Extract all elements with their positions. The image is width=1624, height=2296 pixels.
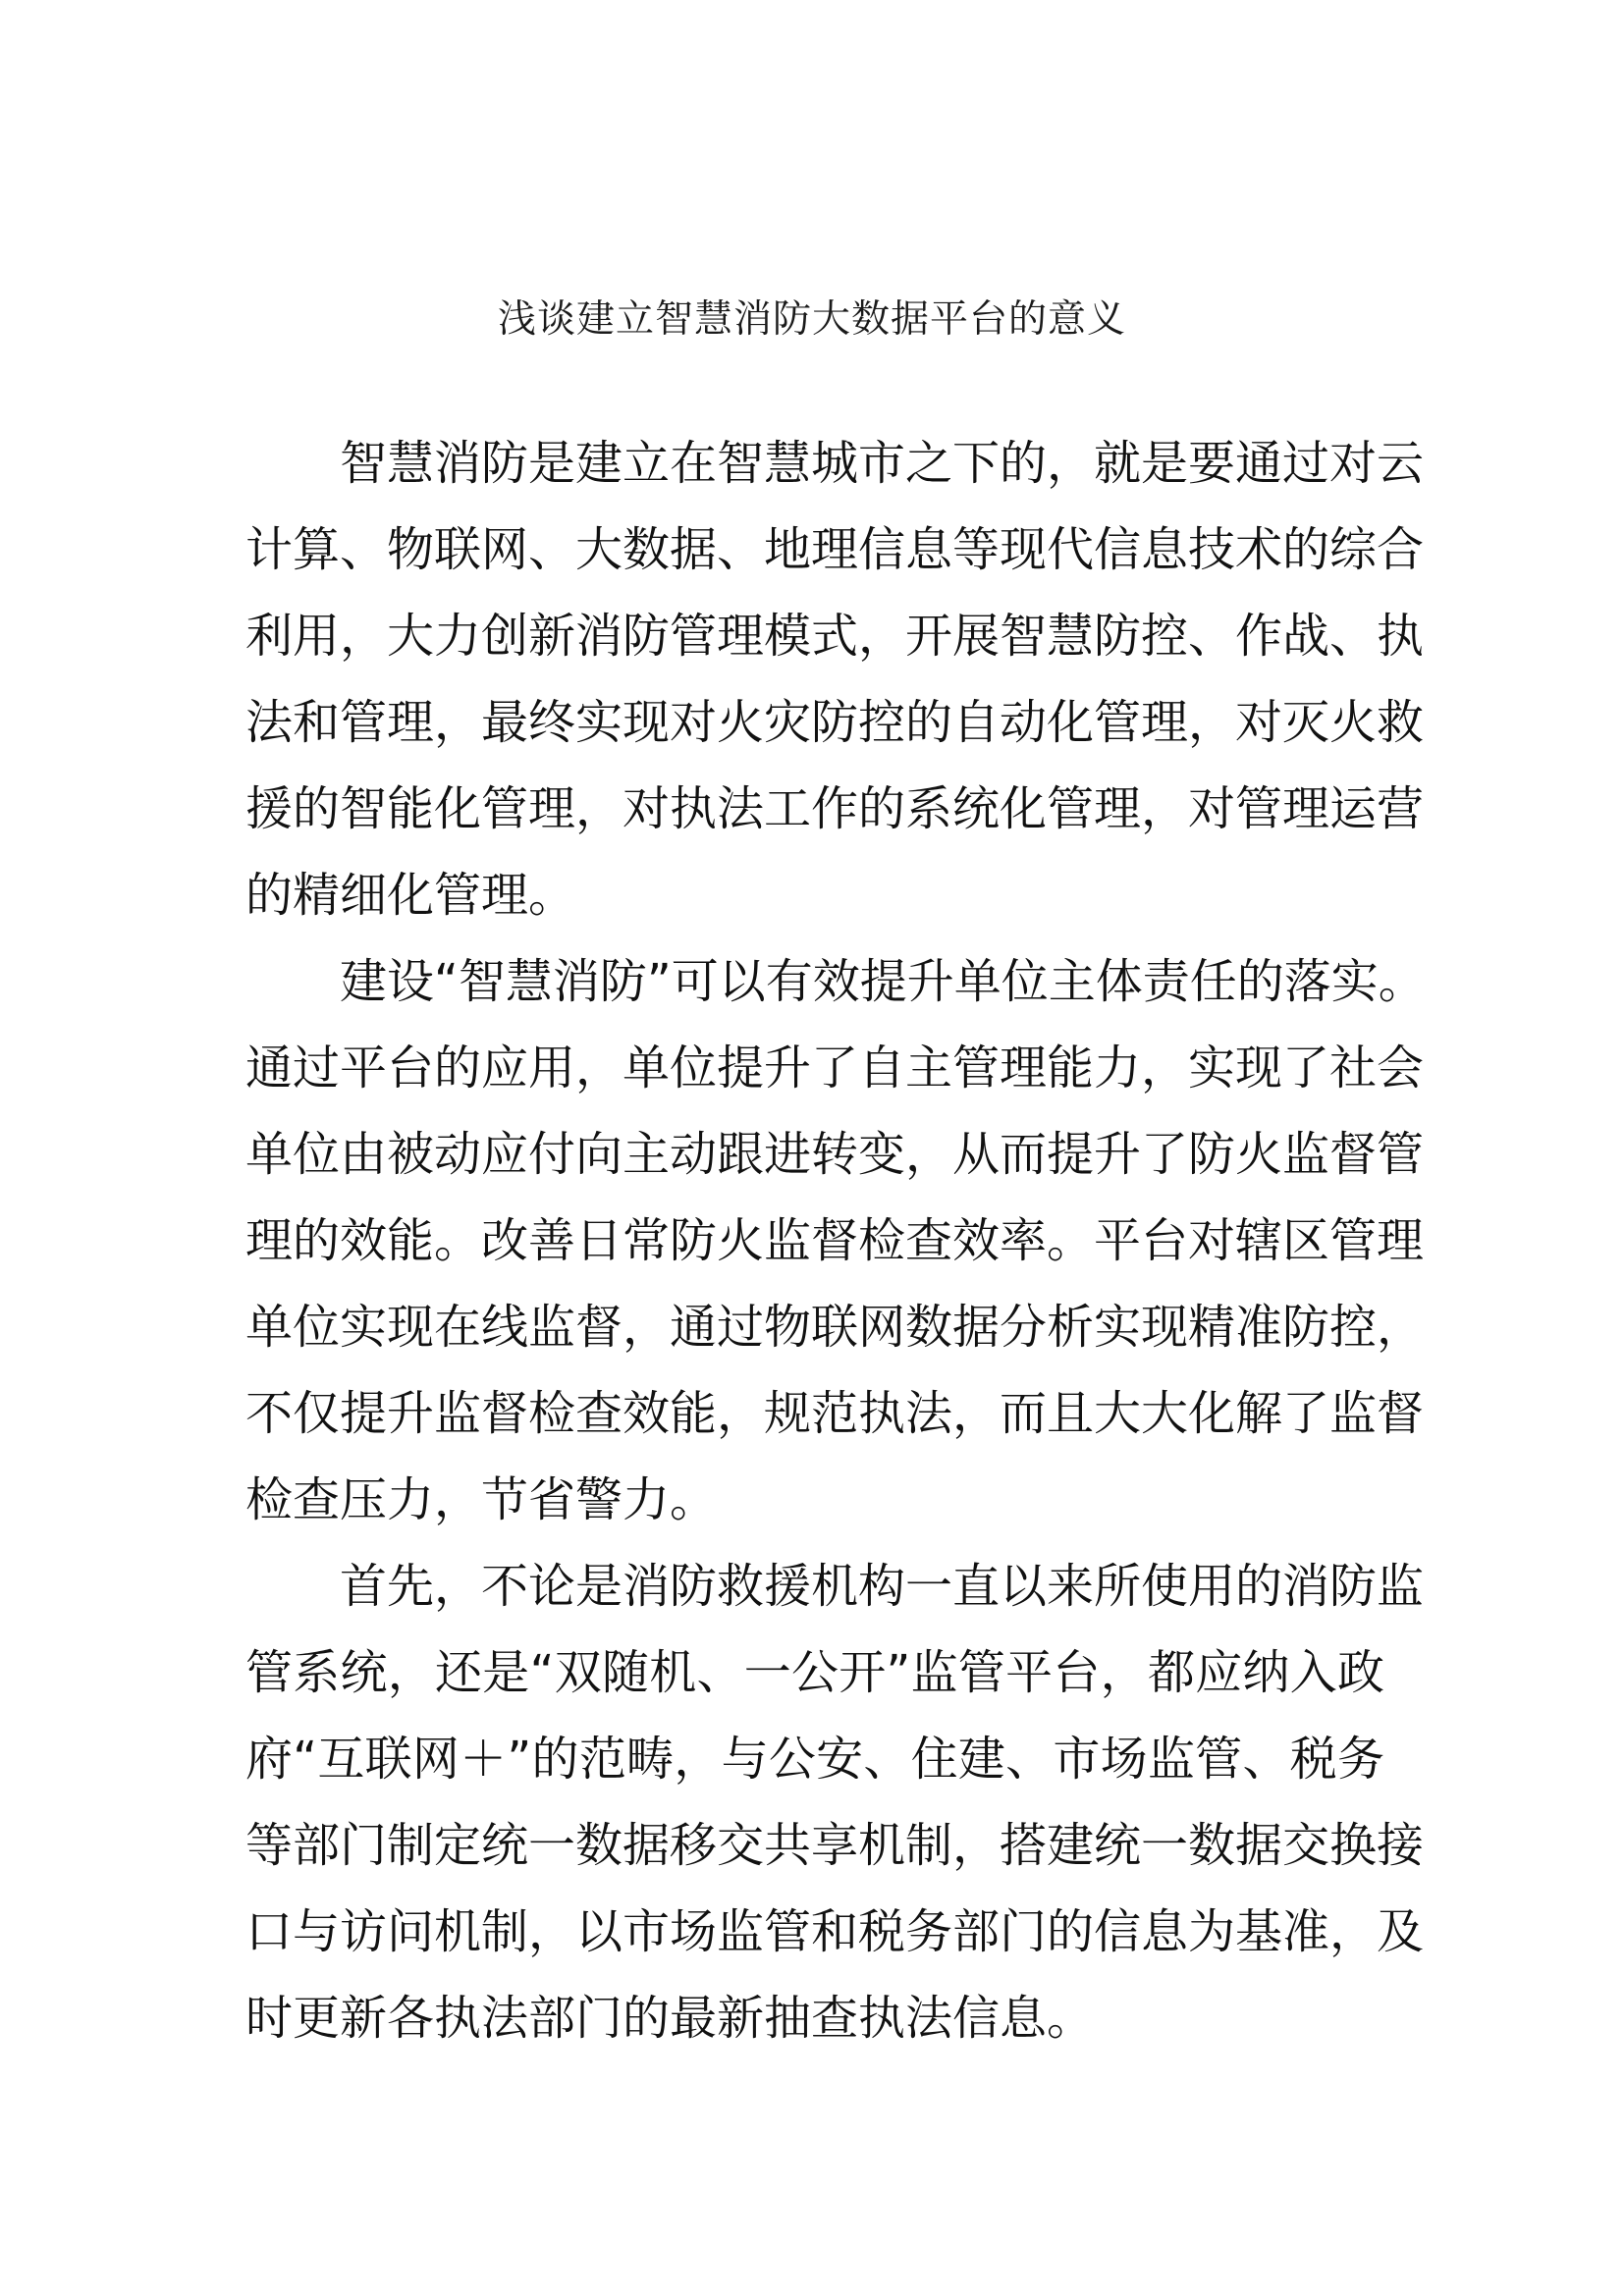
paragraph-1-line-2: 计算、物联网、大数据、地理信息等现代信息技术的综合 <box>245 522 1425 577</box>
document-body <box>245 420 1426 2061</box>
paragraph-2-line-6: 不仅提升监督检查效能，规范执法，而且大大化解了监督 <box>245 1386 1425 1441</box>
paragraph-2-line-7: 检查压力，节省警力。 <box>245 1472 718 1527</box>
paragraph-2-line-3: 单位由被动应付向主动跟进转变，从而提升了防火监督管 <box>245 1127 1425 1182</box>
paragraph-2-line-2: 通过平台的应用，单位提升了自主管理能力，实现了社会 <box>245 1041 1425 1095</box>
paragraph-2-line-5: 单位实现在线监督，通过物联网数据分析实现精准防控， <box>245 1300 1425 1355</box>
paragraph-3-line-1: 首先，不论是消防救援机构一直以来所使用的消防监 <box>340 1559 1425 1614</box>
paragraph-1-line-1: 智慧消防是建立在智慧城市之下的，就是要通过对云 <box>340 436 1425 491</box>
paragraph-3-line-5: 口与访问机制，以市场监管和税务部门的信息为基准，及 <box>245 1904 1425 1959</box>
paragraph-3-line-4: 等部门制定统一数据移交共享机制，搭建统一数据交换接 <box>245 1818 1425 1873</box>
paragraph-3-line-3: 府“互联网＋”的范畴，与公安、住建、市场监管、税务 <box>245 1732 1384 1787</box>
paragraph-1-line-5: 援的智能化管理，对执法工作的系统化管理，对管理运营 <box>245 781 1425 836</box>
paragraph-2-line-4: 理的效能。改善日常防火监督检查效率。平台对辖区管理 <box>245 1213 1425 1268</box>
paragraph-1-line-6: 的精细化管理。 <box>245 868 576 923</box>
paragraph-1-line-4: 法和管理，最终实现对火灾防控的自动化管理，对灭火救 <box>245 695 1425 750</box>
paragraph-3-line-6: 时更新各执法部门的最新抽查执法信息。 <box>245 1991 1095 2046</box>
paragraph-2-line-1: 建设“智慧消防”可以有效提升单位主体责任的落实。 <box>340 954 1426 1009</box>
paragraph-3-line-2: 管系统，还是“双随机、一公开”监管平台，都应纳入政 <box>245 1645 1384 1700</box>
paragraph-1-line-3: 利用，大力创新消防管理模式，开展智慧防控、作战、执 <box>245 609 1425 664</box>
document-title: 浅谈建立智慧消防大数据平台的意义 <box>497 297 1126 342</box>
